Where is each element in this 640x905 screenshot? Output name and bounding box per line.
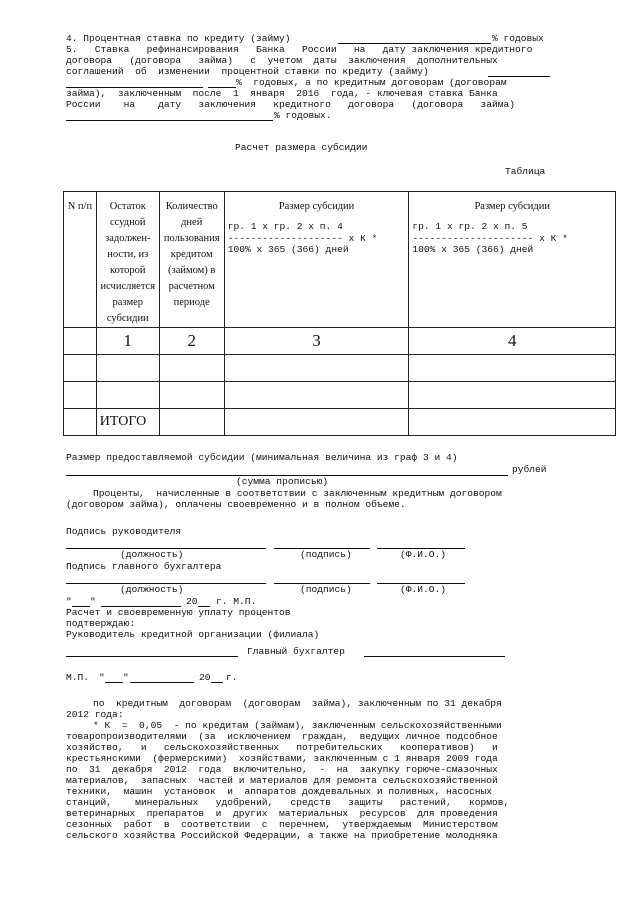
header-days: Количество дней пользования кредитом (займом) в расчетном периоде [159,192,224,328]
table-row [64,382,616,409]
date1-quote-open: " [66,596,72,607]
accountant-signature-label: Подпись главного бухгалтера [66,561,222,572]
footnote-line-10: станций, минеральных удобрений, средств защиты растений, кормов, [66,797,510,808]
number-cell-empty [64,328,97,355]
formula-2: гр. 1 х гр. 2 х п. 5 --------------------- х К * 100% х 365 (366) дней [412,221,568,255]
date2-year-prefix: 20 [199,672,211,683]
date1-quote-close: " [90,596,96,607]
footnote-line-7: по 31 декабря 2012 года включительно, - на закупку горюче-смазочных [66,764,498,775]
head-signature-label: Подпись руководителя [66,526,182,537]
footnote-line-13: сельского хозяйства Российской Федерации, а также на приобретение молодняка [66,830,498,841]
p5-line-2: договора (договора займа) с учетом даты заключения дополнительных [66,55,498,66]
date2-day-blank[interactable] [105,682,123,683]
subsidy-words-caption: (сумма прописью) [236,476,329,487]
confirm-line-2: подтверждаю: [66,618,136,629]
accountant-position-caption: (должность) [120,584,184,595]
total-label: ИТОГО [96,409,159,436]
formula-1: гр. 1 х гр. 2 х п. 4 -------------------- х К * 100% х 365 (366) дней [227,221,378,255]
p5-line-3: соглашений об изменении процентной ставки по кредиту (займу) [66,66,429,77]
p4-text: 4. Процентная ставка по кредиту (займу) [66,33,291,44]
footnote-line-11: ветеринарных препаратов и других материальных ресурсов для проведения [66,808,498,819]
date2-year-blank[interactable] [211,682,223,683]
p5-line-1: 5. Ставка рефинансирования Банка России на дату заключения кредитного [66,44,533,55]
footnote-line-2: 2012 года: [66,709,124,720]
footnote-line-6: крестьянскими (фермерскими) хозяйствами, заключенным с 1 января 2009 года [66,753,498,764]
paid-line-2: (договором займа), оплачены своевременно и в полном объеме. [66,499,406,510]
accountant-fio-caption: (Ф.И.О.) [400,584,447,595]
head-position-caption: (должность) [120,549,184,560]
p5-line-7-suffix: % годовых. [274,110,332,121]
p5-line-6: России на дату заключения кредитного договора (договора займа) [66,99,516,110]
table-row [64,355,616,382]
head-fio-caption: (Ф.И.О.) [400,549,447,560]
bank-head-blank[interactable] [66,656,238,657]
table-header-row [64,192,616,328]
number-cell-1: 1 [96,328,159,355]
header-balance: Остаток ссудной задолжен-ности, из которой исчисляется размер субсидии [96,192,159,328]
header-subsidy-2: Размер субсидии гр. 1 х гр. 2 х п. 5 --------------------- х К * 100% х 365 (366) дней [409,192,616,328]
p5-blank-4[interactable] [66,120,273,121]
subsidy-line: Размер предоставляемой субсидии (минимальная величина из граф 3 и 4) [66,452,458,463]
mp-label: М.П. [66,672,90,683]
date1-year-suffix: г. М.П. [216,596,257,607]
header-npp: N п/п [64,192,97,328]
number-cell-2: 2 [159,328,224,355]
confirm-line-1: Расчет и своевременную уплату процентов [66,607,291,618]
number-cell-3: 3 [224,328,409,355]
footnote-line-5: хозяйство, и сельскохозяйственных потребительских кооперативов) и [66,742,498,753]
head-signature-caption: (подпись) [300,549,352,560]
p5-line-4: % годовых, а по кредитным договорам (договорам [236,77,507,88]
p4-suffix: % годовых [492,33,544,44]
footnote-line-9: техники, машин установок и аппаратов дождевальных и поливных, насосных [66,786,493,797]
footnote-line-8: материалов, запасных частей и материалов для ремонта сельскохозяйственной [66,775,498,786]
table-number-row [64,328,616,355]
bank-accountant-blank[interactable] [364,656,505,657]
bank-head-label: Руководитель кредитной организации (филиала) [66,629,320,640]
subsidy-rub: рублей [512,464,547,475]
footnote-line-4: товаропроизводителями (за исключением граждан, ведущих личное подсобное [66,731,498,742]
header-subsidy-1: Размер субсидии гр. 1 х гр. 2 х п. 4 -------------------- х К * 100% х 365 (366) дней [224,192,409,328]
table-total-row [64,409,616,436]
footnote-line-1: по кредитным договорам (договорам займа), заключенным по 31 декабря [93,698,502,709]
p5-line-5: займа), заключенным после 1 января 2016 года, - ключевая ставка Банка [66,88,498,99]
paid-line-1: Проценты, начисленные в соответствии с заключенным кредитным договором [93,488,502,499]
accountant-signature-caption: (подпись) [300,584,352,595]
date2-year-suffix: г. [226,672,238,683]
subsidy-table [63,191,616,436]
footnote-line-12: сезонных работ в соответствии с перечнем, утверждаемым Министерством [66,819,498,830]
table-label: Таблица [505,166,546,177]
footnote-line-3: * К = 0,05 - по кредитам (займам), заключенным сельскохозяйственными [93,720,502,731]
calc-title: Расчет размера субсидии [235,142,368,153]
date2-quote-close: " [123,672,129,683]
number-cell-4: 4 [409,328,616,355]
bank-accountant-label: Главный бухгалтер [247,646,345,657]
date2-month-blank[interactable] [130,682,194,683]
date1-year-prefix: 20 [186,596,198,607]
date2-quote-open: " [99,672,105,683]
